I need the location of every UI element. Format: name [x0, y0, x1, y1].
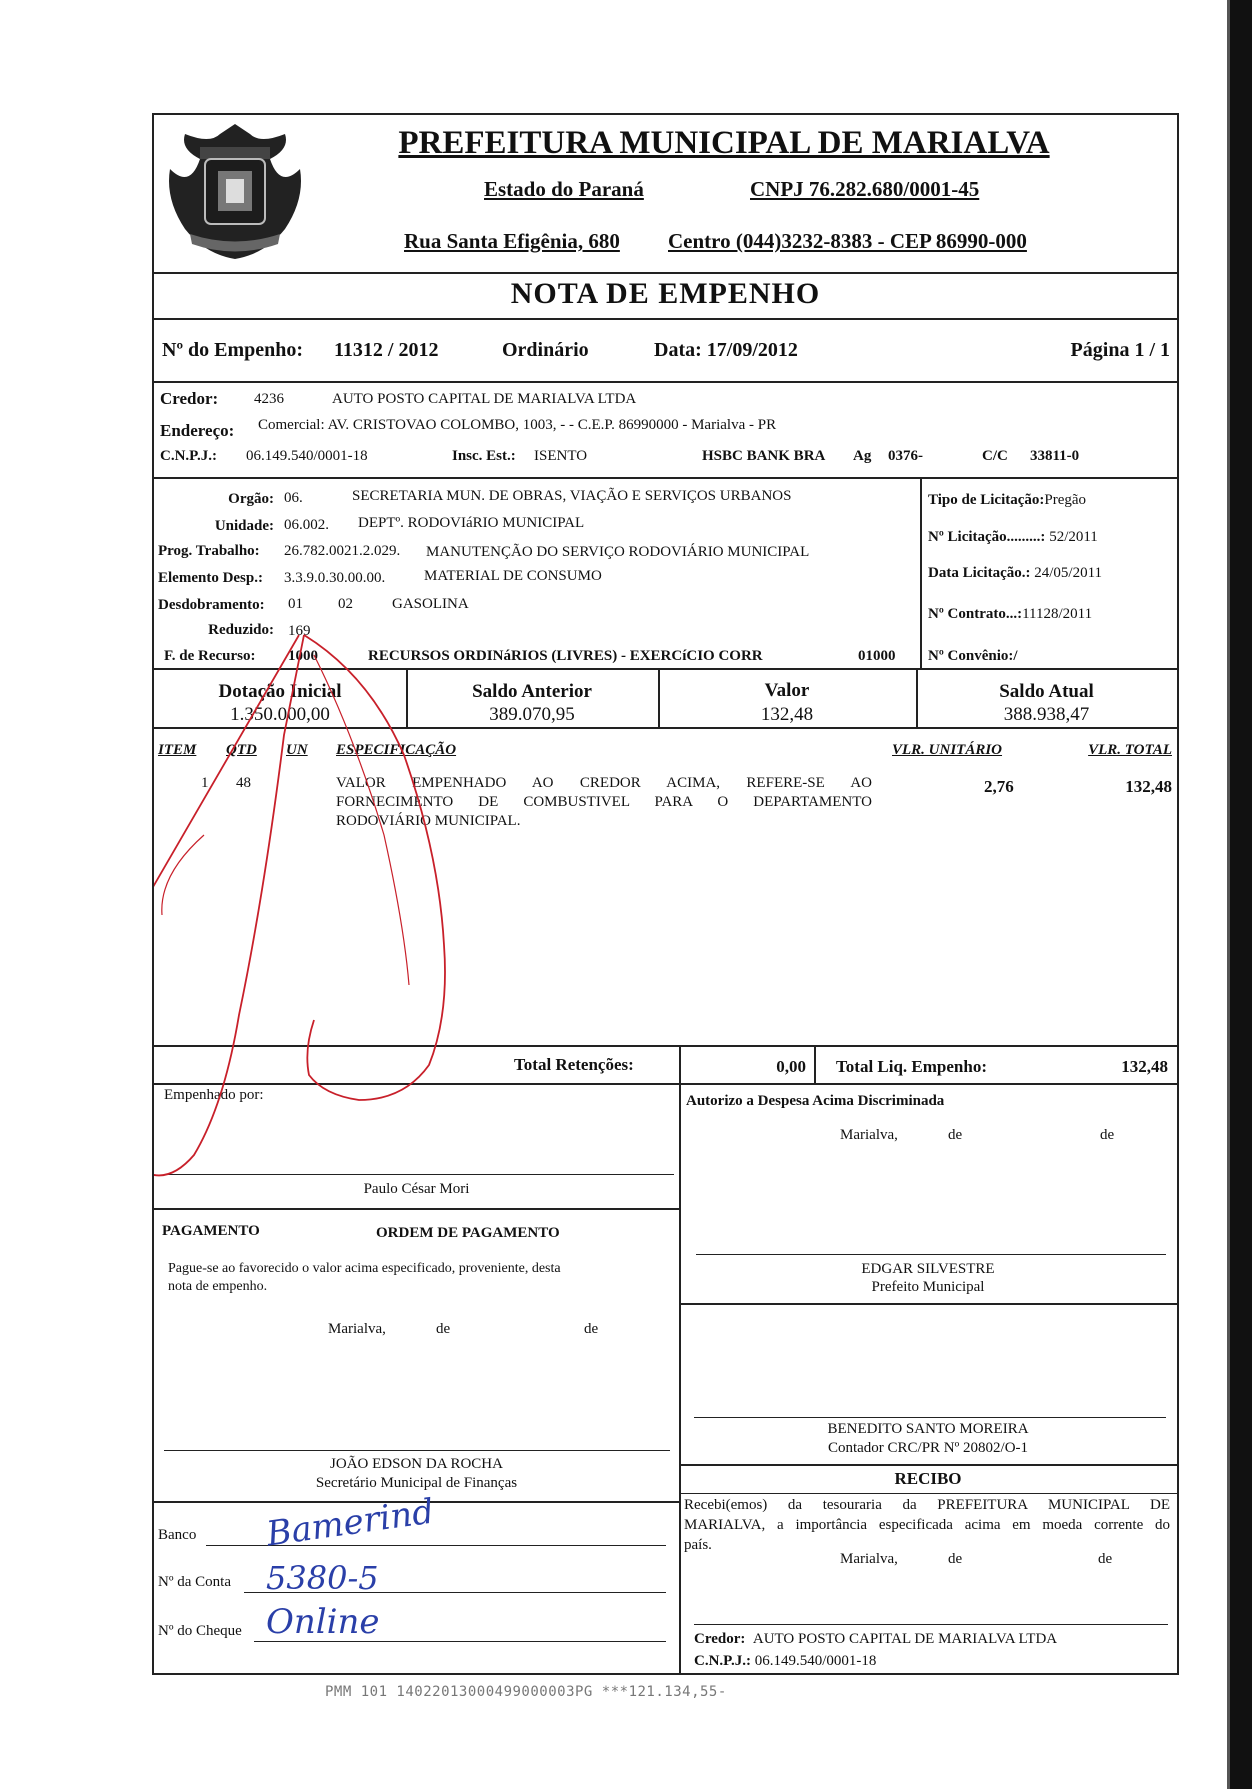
recibo-credor-label: Credor: — [694, 1631, 746, 1647]
signature-line — [694, 1417, 1166, 1418]
saldo-atual-label: Saldo Atual — [999, 681, 1094, 702]
cnpj-label: CNPJ 76.282.680/0001-45 — [750, 177, 980, 201]
recibo-place: Marialva, — [840, 1551, 898, 1567]
saldo-atual-value: 388.938,47 — [1003, 704, 1090, 725]
recibo-title: RECIBO — [894, 1469, 962, 1488]
item-desc-line1: VALOR EMPENHADO AO CREDOR ACIMA, REFERE-SE AO — [336, 775, 872, 791]
prog-name: MANUTENÇÃO DO SERVIÇO RODOVIÁRIO MUNICIPAL — [426, 544, 810, 560]
numero-convenio: Nº Convênio:/ — [928, 648, 1018, 664]
empenhado-por-name: Paulo César Mori — [363, 1181, 470, 1197]
data-licitacao-label: Data Licitação.: — [928, 565, 1031, 581]
saldo-anterior-label: Saldo Anterior — [472, 681, 592, 702]
recibo-de-1: de — [948, 1551, 963, 1567]
contador-title: Contador CRC/PR Nº 20802/O-1 — [827, 1440, 1029, 1456]
cheque-handwritten: Online — [266, 1602, 380, 1642]
empenho-number: 11312 / 2012 — [334, 339, 439, 361]
signature-line — [696, 1254, 1166, 1255]
col-un-header: UN — [286, 742, 308, 758]
item-desc-line2: FORNECIMENTO DE COMBUSTIVEL PARA O DEPARTAMENTO — [336, 794, 872, 810]
recurso-label: F. de Recurso: — [164, 648, 256, 664]
unidade-label: Unidade: — [214, 518, 274, 534]
pagamento-de-2: de — [584, 1321, 599, 1337]
cheque-label: Nº do Cheque — [158, 1623, 242, 1639]
scan-border — [1230, 0, 1252, 1789]
divider — [154, 1045, 1177, 1047]
autorizo-place: Marialva, — [840, 1127, 898, 1143]
col-vlr-total-header: VLR. TOTAL — [1088, 742, 1172, 758]
document-title: NOTA DE EMPENHO — [510, 277, 821, 310]
contact-label: Centro (044)3232-8383 - CEP 86990-000 — [668, 229, 1027, 253]
recibo-cnpj-label: C.N.P.J.: — [694, 1653, 751, 1669]
secretario-name: JOÃO EDSON DA ROCHA — [330, 1456, 503, 1472]
orgao-name: SECRETARIA MUN. DE OBRAS, VIAÇÃO E SERVIÇOS URBANOS — [352, 488, 792, 504]
divider — [679, 1083, 681, 1675]
divider — [679, 1303, 1177, 1305]
signature-line — [164, 1174, 674, 1175]
credor-name: AUTO POSTO CAPITAL DE MARIALVA LTDA — [332, 391, 637, 407]
table-row — [154, 775, 1177, 845]
autorizo-de-2: de — [1100, 1127, 1115, 1143]
total-liquido-label: Total Liq. Empenho: — [836, 1057, 987, 1076]
pagamento-place: Marialva, — [328, 1321, 386, 1337]
divider — [154, 381, 1177, 383]
page-title: PREFEITURA MUNICIPAL DE MARIALVA — [398, 125, 1050, 161]
recibo-text-line3: país. — [684, 1537, 712, 1553]
data-licitacao-value: 24/05/2011 — [1034, 565, 1103, 581]
col-vlr-unitario-header: VLR. UNITÁRIO — [892, 742, 1003, 758]
empenho-type: Ordinário — [502, 339, 589, 361]
reduzido-value: 169 — [288, 623, 311, 639]
numero-licitacao — [928, 529, 1098, 546]
empenhado-por-label: Empenhado por: — [164, 1087, 264, 1103]
item-desc-line3: RODOVIÁRIO MUNICIPAL. — [336, 813, 521, 829]
divider — [679, 1045, 681, 1083]
pagamento-de-1: de — [436, 1321, 451, 1337]
reduzido-label: Reduzido: — [208, 622, 274, 638]
insc-value: ISENTO — [534, 448, 588, 464]
signature-line — [694, 1624, 1168, 1625]
recibo-text-line2: MARIALVA, a importância especificada acima em moeda corrente do — [684, 1517, 1170, 1533]
item-qtd: 48 — [236, 775, 251, 791]
tipo-licitacao — [928, 492, 1086, 509]
coat-of-arms-logo — [160, 119, 310, 269]
item-number: 1 — [201, 775, 209, 791]
banco-label: Banco — [158, 1527, 197, 1543]
conta-label: Nº da Conta — [158, 1574, 231, 1590]
numero-contrato — [928, 606, 1092, 623]
conta-handwritten: 5380-5 — [266, 1559, 379, 1597]
elemento-label: Elemento Desp.: — [158, 570, 263, 586]
agency-number: 0376- — [888, 448, 923, 464]
prog-code: 26.782.0021.2.029. — [284, 543, 401, 559]
valor-value: 132,48 — [760, 704, 814, 725]
orgao-code: 06. — [284, 490, 303, 506]
page-number: Página 1 / 1 — [1070, 339, 1170, 361]
divider — [154, 668, 1177, 670]
cnpj-field-label: C.N.P.J.: — [160, 448, 217, 464]
recibo-cnpj — [694, 1653, 876, 1670]
contador-name: BENEDITO SANTO MOREIRA — [827, 1421, 1029, 1437]
dotacao-label: Dotação Inicial — [218, 681, 342, 702]
nota-de-empenho — [152, 113, 1179, 1675]
state-label: Estado do Paraná — [484, 177, 644, 201]
desdobramento-label: Desdobramento: — [158, 597, 265, 613]
saldo-anterior-value: 389.070,95 — [489, 704, 575, 725]
prog-label: Prog. Trabalho: — [158, 543, 260, 559]
autorizo-de-1: de — [948, 1127, 963, 1143]
unidade-code: 06.002. — [284, 517, 329, 533]
item-vlr-total: 132,48 — [1125, 777, 1172, 796]
credor-cnpj: 06.149.540/0001-18 — [246, 448, 368, 464]
address-field-label: Endereço: — [160, 421, 235, 440]
recibo-credor-name: AUTO POSTO CAPITAL DE MARIALVA LTDA — [752, 1631, 1058, 1647]
autorizo-label: Autorizo a Despesa Acima Discriminada — [686, 1093, 945, 1109]
footer-code: PMM 101 14022013000499000003PG ***121.134,55- — [325, 1684, 727, 1700]
dotacao-value: 1.350.000,00 — [230, 704, 330, 725]
divider — [154, 477, 1177, 479]
col-qtd-header: QTD — [226, 742, 257, 758]
item-vlr-unitario: 2,76 — [984, 777, 1014, 796]
banco-handwritten: Bamerind — [264, 1491, 437, 1555]
desdobramento-a: 01 — [288, 596, 303, 612]
pagamento-label: PAGAMENTO — [162, 1223, 260, 1239]
divider — [920, 477, 922, 668]
divider — [154, 318, 1177, 320]
ordem-pagamento-label: ORDEM DE PAGAMENTO — [376, 1225, 560, 1241]
divider — [154, 1208, 679, 1210]
signature-line — [164, 1450, 670, 1451]
orgao-label: Orgão: — [228, 491, 274, 507]
credor-address: Comercial: AV. CRISTOVAO COLOMBO, 1003, - - C.E.P. 86990000 - Marialva - PR — [258, 417, 777, 433]
credor-label: Credor: — [160, 389, 219, 408]
elemento-name: MATERIAL DE CONSUMO — [424, 568, 602, 584]
secretario-title: Secretário Municipal de Finanças — [315, 1475, 518, 1491]
tipo-licitacao-label: Tipo de Licitação: — [928, 492, 1045, 508]
prefeito-title: Prefeito Municipal — [871, 1279, 985, 1295]
empenho-date: Data: 17/09/2012 — [654, 339, 798, 361]
numero-contrato-value: 11128/2011 — [1022, 606, 1093, 622]
divider — [679, 1464, 1177, 1466]
total-retencoes-value: 0,00 — [776, 1057, 806, 1076]
prefeito-name: EDGAR SILVESTRE — [861, 1261, 995, 1277]
recibo-credor — [694, 1631, 1057, 1648]
col-item-header: ITEM — [158, 742, 197, 758]
total-retencoes-label: Total Retenções: — [514, 1055, 634, 1074]
unidade-name: DEPTº. RODOVIáRIO MUNICIPAL — [358, 515, 585, 531]
elemento-code: 3.3.9.0.30.00.00. — [284, 570, 386, 586]
desdobramento-b: 02 — [338, 596, 353, 612]
account-label: C/C — [982, 448, 1008, 464]
numero-contrato-label: Nº Contrato...: — [928, 606, 1023, 622]
agency-label: Ag — [853, 448, 872, 464]
recurso-code: 1000 — [288, 648, 318, 664]
divider — [154, 727, 1177, 729]
divider — [814, 1045, 816, 1083]
recurso-name: RECURSOS ORDINáRIOS (LIVRES) - EXERCíCIO CORR — [368, 648, 763, 664]
empenho-number-label: Nº do Empenho: — [162, 339, 304, 361]
col-especificacao-header: ESPECIFICAÇÃO — [336, 742, 457, 758]
address-label: Rua Santa Efigênia, 680 — [404, 229, 620, 253]
recibo-de-2: de — [1098, 1551, 1113, 1567]
credor-code: 4236 — [254, 391, 284, 407]
numero-licitacao-value: 52/2011 — [1049, 529, 1098, 545]
valor-label: Valor — [764, 680, 810, 701]
pagamento-text-line2: nota de empenho. — [168, 1279, 268, 1294]
recibo-cnpj-value: 06.149.540/0001-18 — [754, 1653, 877, 1669]
account-number: 33811-0 — [1030, 448, 1080, 464]
numero-licitacao-label: Nº Licitação.........: — [928, 529, 1046, 545]
data-licitacao — [928, 565, 1102, 582]
divider — [679, 1493, 1177, 1494]
insc-label: Insc. Est.: — [452, 448, 516, 464]
divider — [154, 1083, 1177, 1085]
desdobramento-name: GASOLINA — [392, 596, 469, 612]
tipo-licitacao-value: Pregão — [1044, 492, 1087, 508]
recibo-text-line1: Recebi(emos) da tesouraria da PREFEITURA MUNICIPAL DE — [684, 1497, 1170, 1513]
divider — [154, 272, 1177, 274]
recurso-number: 01000 — [858, 648, 896, 664]
total-liquido-value: 132,48 — [1121, 1057, 1168, 1076]
bank-name: HSBC BANK BRA — [702, 448, 826, 464]
pagamento-text-line1: Pague-se ao favorecido o valor acima especificado, proveniente, desta — [168, 1261, 561, 1276]
